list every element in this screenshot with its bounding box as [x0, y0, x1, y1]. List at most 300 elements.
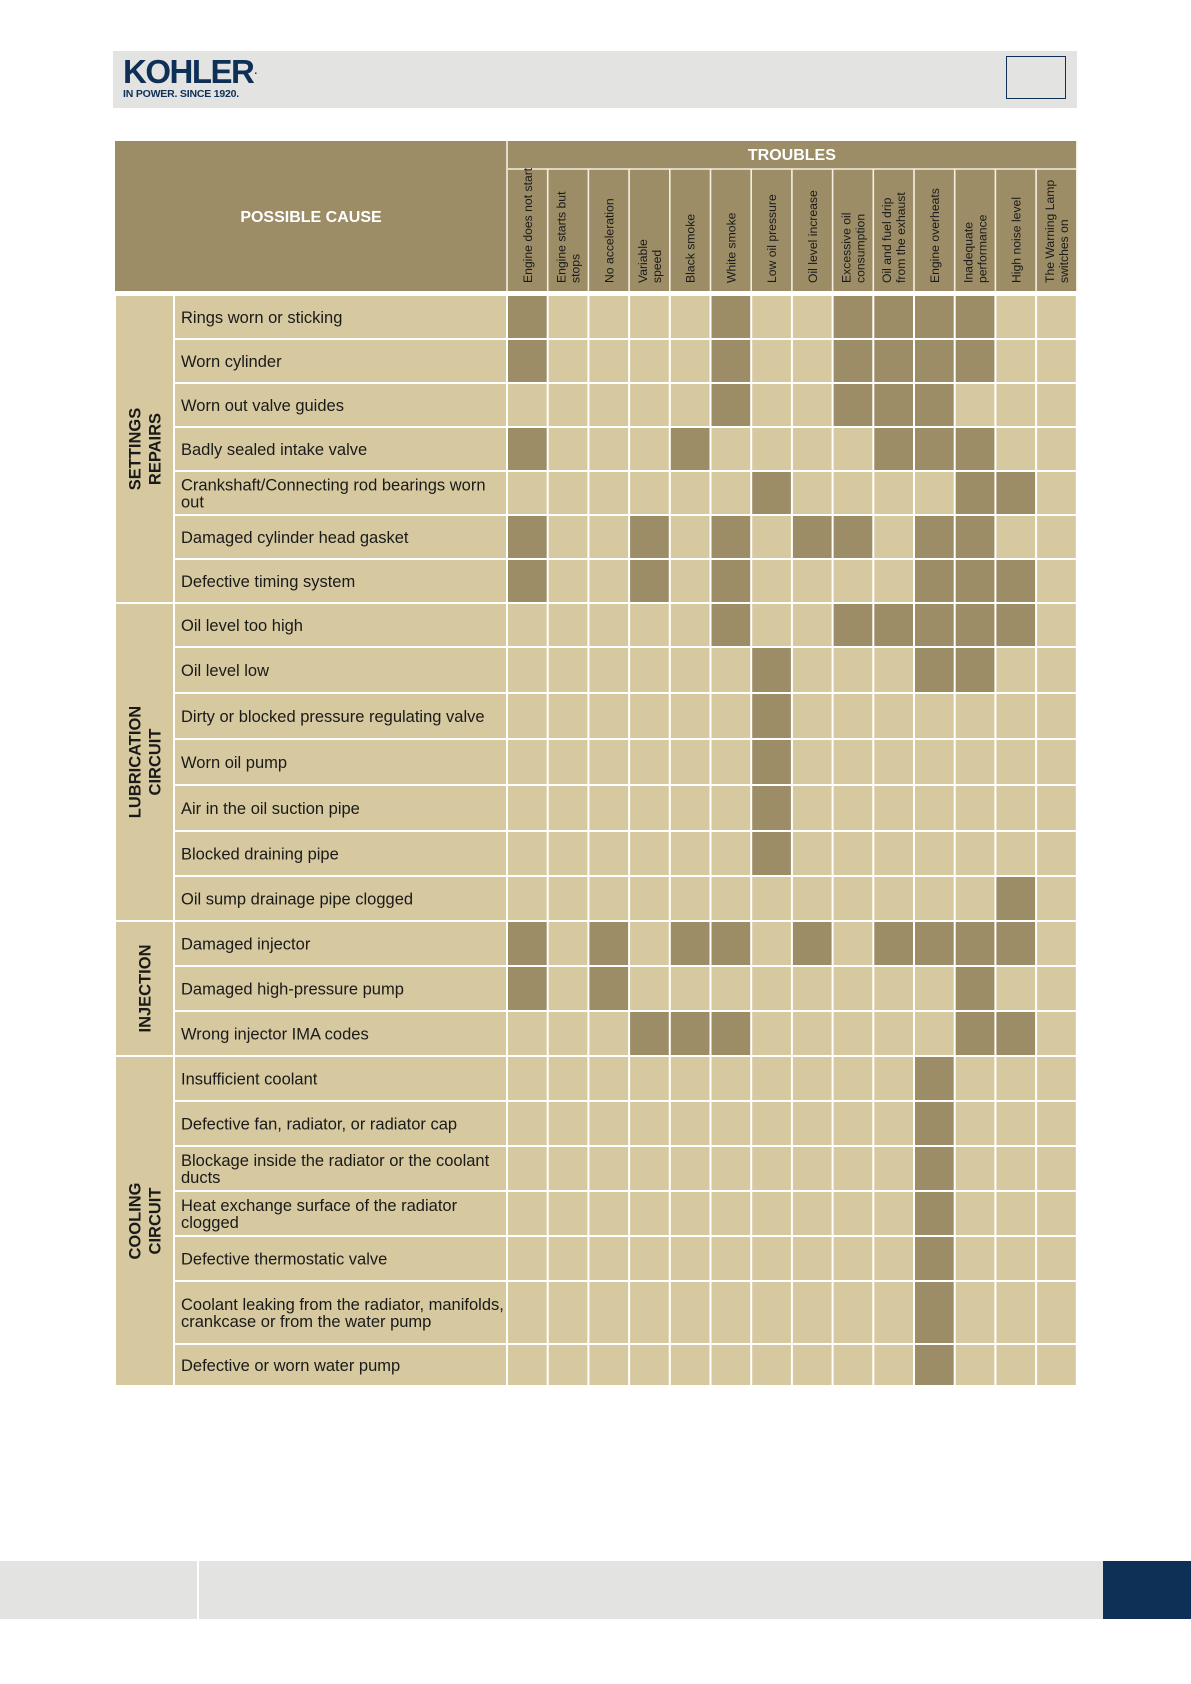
- trouble-cell: [752, 1192, 791, 1235]
- trouble-cell: [712, 1237, 751, 1280]
- trouble-cell: [712, 1102, 751, 1145]
- trouble-cell: [712, 786, 751, 830]
- trouble-cell-marked: [508, 560, 547, 602]
- trouble-cell-marked: [793, 516, 832, 558]
- trouble-cell-marked: [508, 296, 547, 338]
- trouble-cell-marked: [508, 340, 547, 382]
- trouble-cell: [834, 1345, 873, 1385]
- trouble-column-label: [1009, 197, 1023, 283]
- trouble-cell: [549, 560, 588, 602]
- cause-text-line: Oil level too high: [181, 617, 303, 635]
- trouble-label-line: switches on: [1056, 219, 1071, 283]
- trouble-cell: [956, 384, 995, 426]
- trouble-cell: [752, 922, 791, 965]
- trouble-cell: [549, 694, 588, 738]
- trouble-cell-marked: [834, 604, 873, 646]
- trouble-cell: [589, 1147, 628, 1190]
- trouble-cell: [549, 472, 588, 514]
- trouble-cell: [996, 296, 1035, 338]
- trouble-cell: [996, 1102, 1035, 1145]
- trouble-cell: [793, 1282, 832, 1343]
- trouble-cell: [834, 832, 873, 875]
- trouble-cell: [834, 1282, 873, 1343]
- trouble-label-line: Oil and fuel drip: [880, 197, 895, 283]
- group-label-line: SETTINGS: [126, 407, 145, 491]
- trouble-cell: [589, 1282, 628, 1343]
- trouble-cell: [508, 384, 547, 426]
- trouble-cell: [793, 832, 832, 875]
- trouble-cell: [589, 516, 628, 558]
- trouble-cell: [1037, 1345, 1076, 1385]
- trouble-cell: [834, 740, 873, 784]
- trouble-cell-marked: [712, 604, 751, 646]
- trouble-cell: [874, 1282, 913, 1343]
- trouble-cell: [671, 1147, 710, 1190]
- trouble-cell: [630, 472, 669, 514]
- trouble-cell-marked: [956, 516, 995, 558]
- trouble-cell-marked: [996, 604, 1035, 646]
- trouble-cell-marked: [956, 648, 995, 692]
- trouble-cell-marked: [712, 560, 751, 602]
- trouble-cell: [752, 340, 791, 382]
- trouble-cell: [589, 340, 628, 382]
- trouble-cell: [834, 472, 873, 514]
- trouble-cell: [1037, 1282, 1076, 1343]
- trouble-cell: [508, 877, 547, 920]
- trouble-cell: [549, 1057, 588, 1100]
- trouble-cell-marked: [630, 1012, 669, 1055]
- cause-row: [175, 604, 1076, 646]
- trouble-cell: [752, 877, 791, 920]
- cause-text-line: Wrong injector IMA codes: [181, 1025, 369, 1044]
- trouble-cell: [752, 1237, 791, 1280]
- trouble-column-label: [724, 212, 738, 283]
- possible-cause-heading: POSSIBLE CAUSE: [240, 209, 382, 226]
- trouble-cell: [508, 694, 547, 738]
- trouble-cell-marked: [915, 1057, 954, 1100]
- trouble-cell-marked: [752, 472, 791, 514]
- trouble-cell-marked: [956, 428, 995, 470]
- cause-text-line: Dirty or blocked pressure regulating valve: [181, 708, 485, 726]
- trouble-cell: [834, 1192, 873, 1235]
- trouble-cell: [996, 1282, 1035, 1343]
- trouble-cell: [630, 1237, 669, 1280]
- trouble-cell: [996, 1345, 1035, 1385]
- cause-row: [175, 1102, 1076, 1145]
- trouble-cell: [956, 740, 995, 784]
- trouble-cell: [630, 1192, 669, 1235]
- trouble-cell: [915, 832, 954, 875]
- trouble-cell: [712, 740, 751, 784]
- troubles-heading: TROUBLES: [747, 147, 836, 164]
- trouble-cell-marked: [915, 1147, 954, 1190]
- trouble-cell: [549, 877, 588, 920]
- cause-row: [175, 1057, 1076, 1100]
- trouble-cell: [1037, 922, 1076, 965]
- trouble-column-label: [880, 192, 908, 283]
- trouble-cell: [508, 1345, 547, 1385]
- trouble-label-line: stops: [568, 253, 583, 283]
- trouble-cell: [834, 1057, 873, 1100]
- trouble-label-line: performance: [975, 214, 990, 283]
- cause-text-line: Crankshaft/Connecting rod bearings worn: [181, 476, 486, 495]
- cause-text-line: Damaged injector: [181, 935, 311, 954]
- trouble-cell: [549, 1282, 588, 1343]
- trouble-cell: [793, 296, 832, 338]
- cause-row: [175, 340, 1076, 382]
- trouble-column-label: [765, 194, 779, 283]
- trouble-cell: [834, 694, 873, 738]
- trouble-cell-marked: [915, 560, 954, 602]
- trouble-cell-marked: [793, 922, 832, 965]
- group-label-line: INJECTION: [136, 944, 155, 1033]
- trouble-cell-marked: [630, 560, 669, 602]
- trouble-cell: [671, 694, 710, 738]
- trouble-label-line: from the exhaust: [894, 192, 909, 283]
- trouble-column-label: [928, 188, 942, 283]
- trouble-cell: [589, 472, 628, 514]
- trouble-cell: [508, 1057, 547, 1100]
- trouble-cell-marked: [874, 296, 913, 338]
- cause-row: [175, 740, 1076, 784]
- trouble-cell: [834, 1147, 873, 1190]
- trouble-cell: [549, 1192, 588, 1235]
- group-label-line: REPAIRS: [146, 412, 165, 486]
- trouble-cell: [549, 922, 588, 965]
- trouble-cell: [712, 428, 751, 470]
- trouble-cell: [671, 877, 710, 920]
- trouble-cell: [671, 786, 710, 830]
- trouble-cell-marked: [956, 922, 995, 965]
- cause-text-line: Defective or worn water pump: [181, 1357, 401, 1375]
- trouble-cell: [752, 1057, 791, 1100]
- trouble-cell-marked: [915, 428, 954, 470]
- trouble-cell: [630, 1345, 669, 1385]
- trouble-cell: [549, 1147, 588, 1190]
- trouble-label-line: White smoke: [724, 212, 739, 283]
- trouble-cell: [712, 694, 751, 738]
- trouble-cell: [1037, 1147, 1076, 1190]
- trouble-cell: [630, 296, 669, 338]
- trouble-cell: [630, 1147, 669, 1190]
- trouble-cell-marked: [915, 296, 954, 338]
- trouble-cell: [793, 1345, 832, 1385]
- trouble-cell: [956, 1192, 995, 1235]
- trouble-cell-marked: [996, 1012, 1035, 1055]
- trouble-cell: [793, 1237, 832, 1280]
- trouble-cell-marked: [752, 648, 791, 692]
- trouble-cell: [630, 832, 669, 875]
- cause-row: [175, 1147, 1076, 1190]
- trouble-label-line: High noise level: [1009, 196, 1024, 283]
- trouble-cell-marked: [712, 296, 751, 338]
- trouble-cell: [956, 1102, 995, 1145]
- trouble-cell-marked: [956, 472, 995, 514]
- cause-row: [175, 560, 1076, 602]
- trouble-cell-marked: [834, 516, 873, 558]
- cause-text-line: crankcase or from the water pump: [181, 1313, 432, 1331]
- trouble-cell: [508, 740, 547, 784]
- trouble-cell: [508, 1282, 547, 1343]
- trouble-cell: [1037, 967, 1076, 1010]
- trouble-cell: [752, 560, 791, 602]
- trouble-cell: [1037, 560, 1076, 602]
- trouble-cell: [1037, 428, 1076, 470]
- trouble-cell: [630, 694, 669, 738]
- trouble-cell-marked: [915, 1192, 954, 1235]
- trouble-cell: [956, 786, 995, 830]
- trouble-cell: [589, 648, 628, 692]
- trouble-cell: [712, 1345, 751, 1385]
- trouble-cell: [996, 648, 1035, 692]
- trouble-cell: [874, 1012, 913, 1055]
- trouble-cell: [712, 648, 751, 692]
- trouble-column-label: [839, 213, 867, 283]
- trouble-label-line: Black smoke: [683, 213, 698, 283]
- trouble-cell: [752, 428, 791, 470]
- trouble-cell: [1037, 694, 1076, 738]
- trouble-cell: [996, 694, 1035, 738]
- trouble-cell: [834, 1237, 873, 1280]
- trouble-cell-marked: [589, 967, 628, 1010]
- trouble-cell: [549, 428, 588, 470]
- trouble-cell: [956, 1147, 995, 1190]
- trouble-cell: [1037, 877, 1076, 920]
- trouble-cell: [915, 967, 954, 1010]
- cause-row: [175, 922, 1076, 965]
- trouble-cell: [874, 832, 913, 875]
- trouble-cell-marked: [915, 1282, 954, 1343]
- trouble-cell: [996, 967, 1035, 1010]
- trouble-cell: [589, 560, 628, 602]
- trouble-cell: [874, 877, 913, 920]
- trouble-cell: [589, 296, 628, 338]
- cause-row: [175, 1345, 1076, 1385]
- trouble-cell-marked: [834, 296, 873, 338]
- trouble-cell-marked: [712, 922, 751, 965]
- trouble-cell: [549, 740, 588, 784]
- trouble-column-label: [602, 198, 616, 283]
- trouble-cell: [956, 1282, 995, 1343]
- trouble-cell: [834, 428, 873, 470]
- trouble-label-line: The Warning Lamp: [1042, 179, 1057, 283]
- trouble-cell: [793, 786, 832, 830]
- trouble-cell-marked: [874, 922, 913, 965]
- trouble-cell: [630, 786, 669, 830]
- trouble-cell-marked: [712, 384, 751, 426]
- trouble-cell-marked: [508, 428, 547, 470]
- trouble-cell: [834, 877, 873, 920]
- trouble-cell: [834, 967, 873, 1010]
- trouble-cell-marked: [874, 340, 913, 382]
- trouble-cell-marked: [874, 428, 913, 470]
- trouble-cell: [1037, 296, 1076, 338]
- trouble-cell: [793, 648, 832, 692]
- trouble-cell: [1037, 1237, 1076, 1280]
- trouble-cell: [834, 1012, 873, 1055]
- trouble-cell: [630, 648, 669, 692]
- cause-text-line: Oil sump drainage pipe clogged: [181, 890, 414, 909]
- trouble-cell: [671, 1057, 710, 1100]
- trouble-cell: [630, 740, 669, 784]
- trouble-cell: [793, 1012, 832, 1055]
- trouble-cell: [589, 786, 628, 830]
- group-label: [137, 944, 155, 1032]
- footer-divider: [197, 1561, 199, 1619]
- trouble-label-line: Variable: [635, 239, 650, 283]
- trouble-cell: [508, 1102, 547, 1145]
- trouble-cell: [671, 1237, 710, 1280]
- cause-row: [175, 786, 1076, 830]
- trouble-cell: [752, 1147, 791, 1190]
- cause-row: [175, 296, 1076, 338]
- trouble-cell: [793, 694, 832, 738]
- trouble-cell: [793, 1057, 832, 1100]
- trouble-cell: [671, 740, 710, 784]
- trouble-cell: [712, 1147, 751, 1190]
- trouble-cell: [630, 428, 669, 470]
- trouble-cell-marked: [712, 516, 751, 558]
- trouble-cell: [671, 560, 710, 602]
- trouble-label-line: Engine starts but: [554, 191, 569, 283]
- trouble-cell: [549, 1345, 588, 1385]
- cause-text-line: Oil level low: [181, 662, 270, 680]
- trouble-cell: [752, 296, 791, 338]
- trouble-cell: [671, 340, 710, 382]
- trouble-cell-marked: [956, 967, 995, 1010]
- trouble-cell-marked: [630, 516, 669, 558]
- trouble-cell: [671, 472, 710, 514]
- trouble-cell: [508, 472, 547, 514]
- trouble-cell: [549, 516, 588, 558]
- trouble-cell: [1037, 1057, 1076, 1100]
- trouble-cell: [589, 740, 628, 784]
- trouble-label-line: Engine overheats: [927, 188, 942, 283]
- trouble-cell: [549, 832, 588, 875]
- trouble-cell: [549, 604, 588, 646]
- trouble-cell-marked: [915, 1345, 954, 1385]
- trouble-cell: [671, 1345, 710, 1385]
- trouble-cell: [793, 384, 832, 426]
- trouble-cell: [996, 832, 1035, 875]
- trouble-cell-marked: [996, 877, 1035, 920]
- trouble-cell: [996, 428, 1035, 470]
- cause-row: [175, 516, 1076, 558]
- trouble-cell: [874, 1192, 913, 1235]
- trouble-cell: [630, 604, 669, 646]
- trouble-cell-marked: [508, 922, 547, 965]
- cause-row: [175, 967, 1076, 1010]
- cause-row: [175, 1237, 1076, 1280]
- logo-wordmark: KOHLER: [123, 53, 254, 90]
- cause-text-line: Blockage inside the radiator or the coolant: [181, 1152, 490, 1170]
- trouble-cell: [1037, 648, 1076, 692]
- group-label-line: COOLING: [126, 1182, 145, 1260]
- trouble-cell: [671, 1282, 710, 1343]
- trouble-cell: [671, 516, 710, 558]
- trouble-cell: [874, 694, 913, 738]
- footer-accent-block: [1103, 1561, 1191, 1619]
- trouble-cell-marked: [752, 694, 791, 738]
- cause-text-line: Defective fan, radiator, or radiator cap: [181, 1115, 458, 1134]
- trouble-cell: [874, 472, 913, 514]
- trouble-cell: [630, 967, 669, 1010]
- trouble-cell-marked: [671, 922, 710, 965]
- trouble-cell: [752, 384, 791, 426]
- trouble-cell-marked: [712, 340, 751, 382]
- trouble-cell: [549, 384, 588, 426]
- page-footer-band: [0, 1561, 1103, 1619]
- trouble-cell: [712, 472, 751, 514]
- cause-text-line: Rings worn or sticking: [181, 309, 343, 327]
- cause-text-line: Air in the oil suction pipe: [181, 800, 360, 818]
- trouble-cell: [834, 786, 873, 830]
- trouble-cell: [671, 1192, 710, 1235]
- trouble-column-label: [684, 214, 698, 283]
- trouble-label-line: Oil level increase: [805, 190, 820, 283]
- cause-text-line: Worn out valve guides: [181, 397, 344, 415]
- trouble-cell: [1037, 786, 1076, 830]
- cause-row: [175, 384, 1076, 426]
- trouble-cell: [915, 472, 954, 514]
- trouble-cell: [752, 1012, 791, 1055]
- trouble-cell-marked: [589, 922, 628, 965]
- trouble-cell: [549, 296, 588, 338]
- cause-row: [175, 694, 1076, 738]
- trouble-cell: [589, 832, 628, 875]
- cause-row: [175, 1192, 1076, 1235]
- trouble-cell-marked: [834, 340, 873, 382]
- trouble-cell: [712, 967, 751, 1010]
- trouble-cell: [589, 428, 628, 470]
- trouble-cell: [793, 560, 832, 602]
- cause-row: [175, 1012, 1076, 1055]
- trouble-cell: [589, 384, 628, 426]
- trouble-cell: [549, 1237, 588, 1280]
- trouble-cell-marked: [915, 604, 954, 646]
- trouble-cell: [549, 1102, 588, 1145]
- trouble-cell: [793, 1192, 832, 1235]
- trouble-cell: [874, 967, 913, 1010]
- trouble-cell: [996, 384, 1035, 426]
- trouble-cell: [589, 1345, 628, 1385]
- trouble-cell: [915, 740, 954, 784]
- trouble-cell: [1037, 604, 1076, 646]
- cause-text-line: Worn oil pump: [181, 754, 288, 772]
- trouble-cell: [630, 1102, 669, 1145]
- trouble-cell: [589, 1102, 628, 1145]
- trouble-cell-marked: [874, 384, 913, 426]
- trouble-cell: [1037, 740, 1076, 784]
- trouble-cell-marked: [752, 740, 791, 784]
- trouble-cell: [996, 1237, 1035, 1280]
- trouble-cell: [589, 1237, 628, 1280]
- trouble-cell-marked: [915, 1237, 954, 1280]
- trouble-cell: [996, 740, 1035, 784]
- trouble-cell: [793, 604, 832, 646]
- trouble-cell: [834, 648, 873, 692]
- trouble-cell-marked: [752, 832, 791, 875]
- trouble-cell-marked: [752, 786, 791, 830]
- trouble-cell: [915, 877, 954, 920]
- trouble-cell: [956, 832, 995, 875]
- trouble-cell: [589, 604, 628, 646]
- trouble-column-label: [521, 167, 535, 283]
- trouble-cell: [915, 1012, 954, 1055]
- trouble-cell-marked: [915, 1102, 954, 1145]
- trouble-cell: [915, 694, 954, 738]
- trouble-cell: [712, 832, 751, 875]
